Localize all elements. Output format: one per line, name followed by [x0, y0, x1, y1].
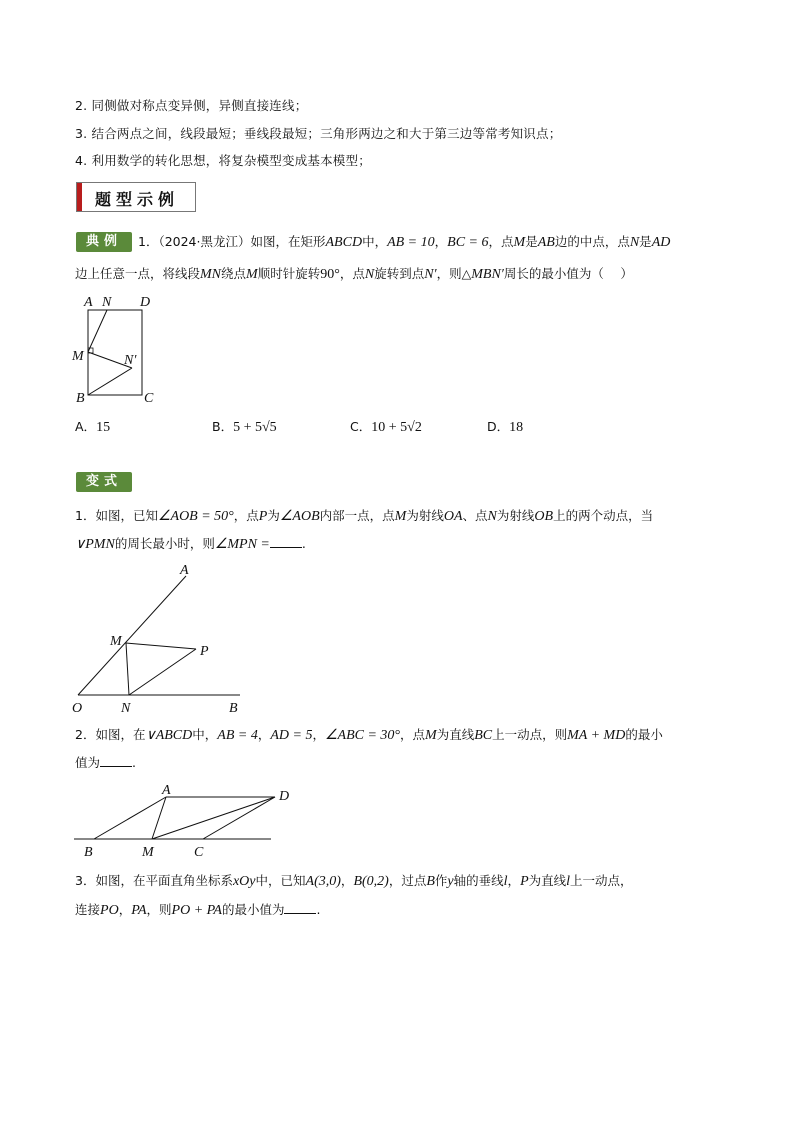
label-a: A [180, 563, 189, 578]
example-question-line-1: 1．（2024·黑龙江）如图，在矩形ABCD中，AB = 10，BC = 6，点M是AB边的中点，点N是AD [138, 234, 671, 250]
label-c: C [194, 845, 204, 860]
label-b: B [84, 845, 93, 860]
label-n-prime: N′ [124, 353, 137, 368]
tip-line-3: 3. 结合两点之间，线段最短；垂线段最短；三角形两边之和大于第三边等常考知识点； [75, 126, 562, 141]
segment-np [129, 649, 196, 695]
section-heading: 题型示例 [95, 190, 180, 209]
answer-blank[interactable] [100, 754, 132, 767]
variant3-line-2: 连接PO，PA，则PO + PA的最小值为 . [75, 902, 321, 918]
variant1-angle-figure [66, 560, 256, 718]
option-a: A．15 [75, 419, 111, 435]
option-c: C．10 + 5√2 [350, 419, 422, 435]
label-m: M [72, 349, 84, 364]
label-m: M [142, 845, 154, 860]
label-o: O [72, 701, 83, 716]
label-d: D [140, 295, 151, 310]
label-b: B [76, 391, 85, 406]
variant1-line-1: 1．如图，已知∠AOB = 50°，点P为∠AOB内部一点，点M为射线OA、点N为射线OB上的两个动点，当 [75, 508, 654, 524]
section-heading-box [76, 182, 196, 212]
variant-tag: 变式 [76, 472, 132, 492]
example-rectangle-figure [66, 290, 166, 410]
label-a: A [162, 783, 171, 798]
heading-accent-bar [77, 183, 82, 211]
variant2-line-2: 值为 . [75, 755, 136, 770]
segment-mp [126, 643, 196, 649]
tip-line-2: 2. 同侧做对称点变异侧，异侧直接连线； [75, 98, 308, 113]
tip-line-4: 4. 利用数学的转化思想，将复杂模型变成基本模型； [75, 153, 371, 168]
label-d: D [279, 789, 290, 804]
ray-oa [78, 576, 186, 695]
segment-mn [88, 310, 107, 352]
variant3-line-1: 3．如图，在平面直角坐标系xOy中，已知A(3,0)，B(0,2)，过点B作y轴的垂线l，P为直线l上一动点， [75, 873, 633, 889]
answer-blank[interactable] [284, 901, 316, 914]
option-d: D．18 [487, 419, 524, 435]
segment-am [152, 797, 166, 839]
label-b: B [229, 701, 238, 716]
label-a: A [84, 295, 93, 310]
segment-bn-prime [88, 368, 132, 395]
option-b: B．5 + 5√5 [212, 419, 277, 435]
segment-ab [94, 797, 166, 839]
label-p: P [200, 644, 209, 659]
label-m: M [110, 634, 122, 649]
label-c: C [144, 391, 154, 406]
segment-mn [126, 643, 129, 695]
variant2-parallelogram-figure [66, 780, 298, 860]
answer-blank[interactable] [270, 535, 302, 548]
variant1-line-2: ∨PMN的周长最小时，则∠MPN = . [75, 536, 306, 552]
variant2-line-1: 2．如图，在∨ABCD中，AB = 4，AD = 5，∠ABC = 30°，点M为直线BC上一动点，则MA + MD的最小 [75, 727, 663, 743]
label-n: N [102, 295, 112, 310]
example-question-line-2: 边上任意一点，将线段MN绕点M顺时针旋转90°，点N旋转到点N′，则△MBN′周长的最小值为（ ） [75, 266, 633, 282]
example-tag: 典例 [76, 232, 132, 252]
label-n: N [121, 701, 131, 716]
